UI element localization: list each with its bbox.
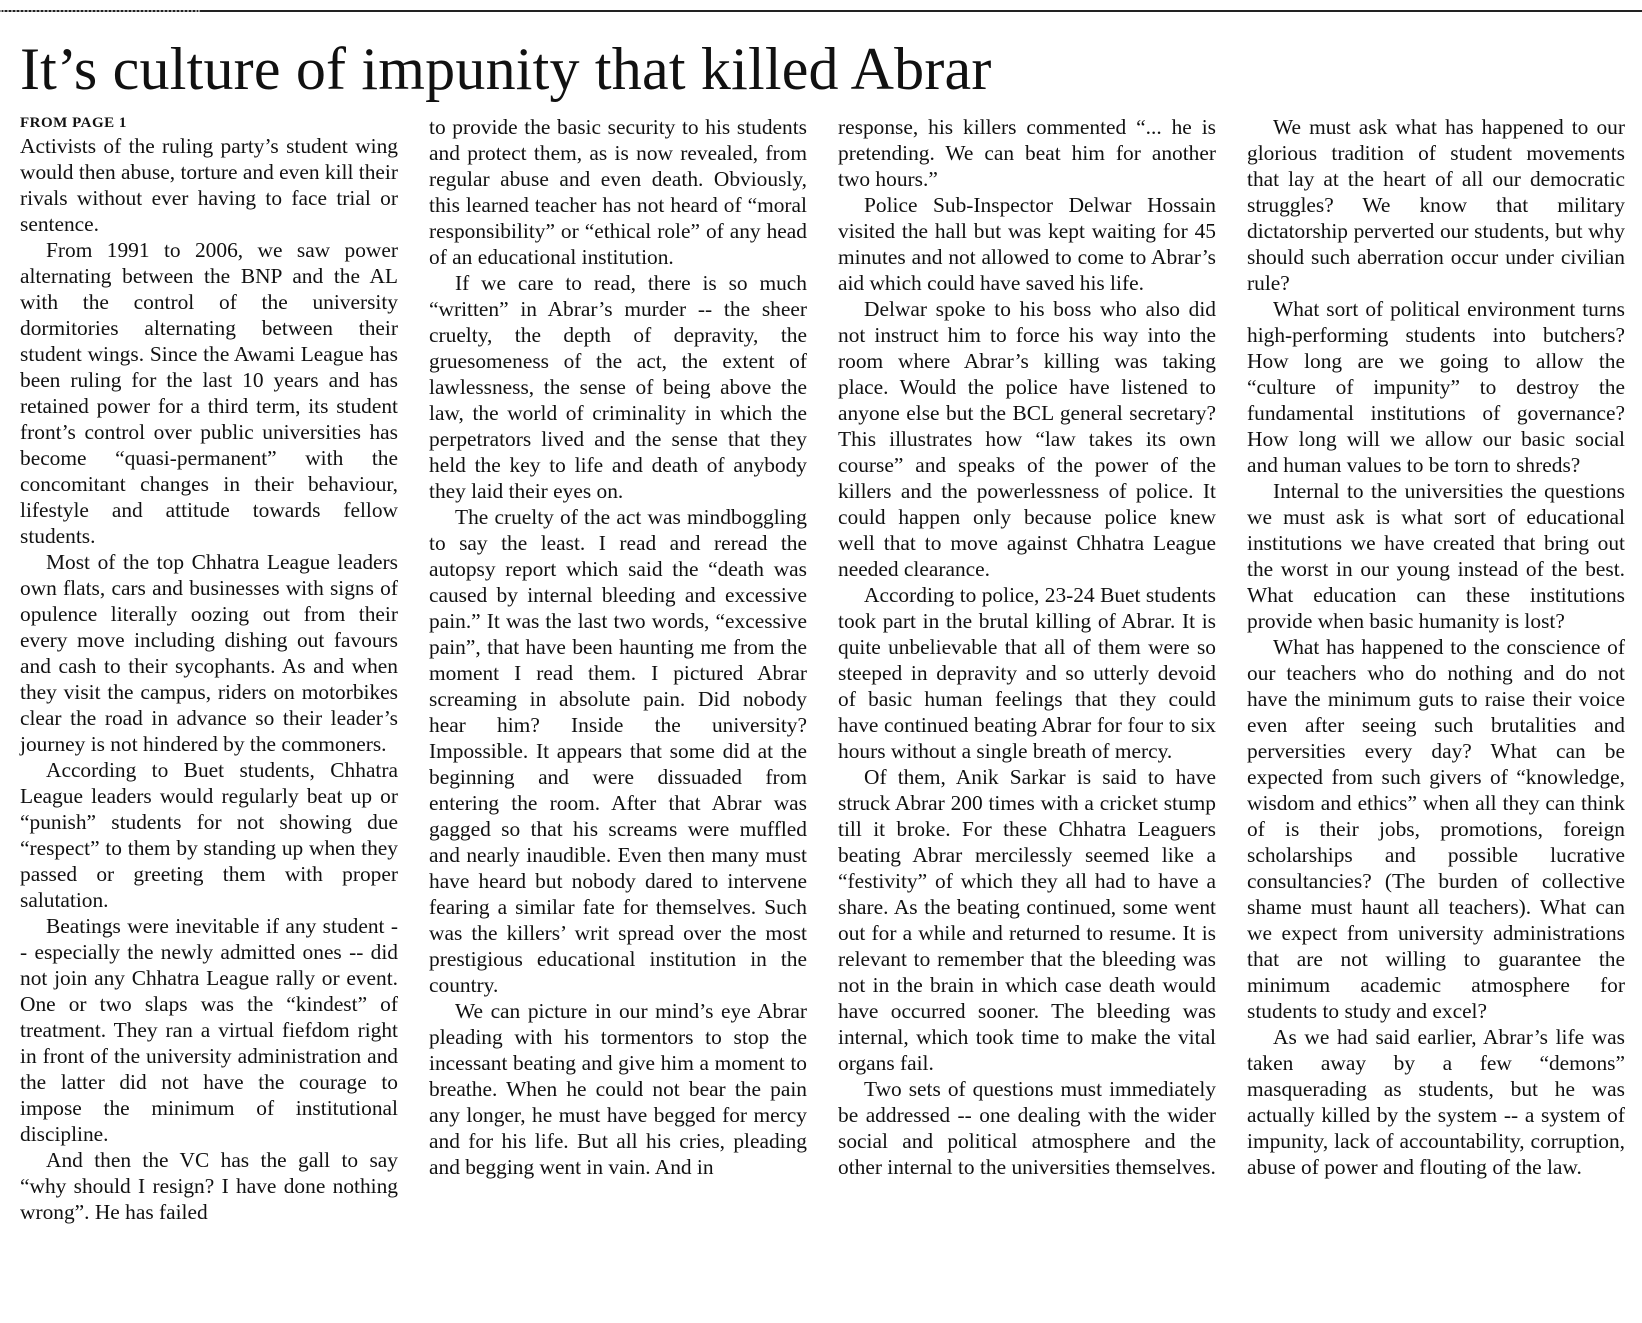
paragraph: The cruelty of the act was mindboggling to say the least. I read and reread the autopsy report which said the “death was caused by internal bleeding and excessive pain.” It was the last two words, “excessive pain”, that have been haunting me from the moment I read them. I pictured Abrar screaming in absolute pain. Did nobody hear him? Inside the university? Impossible. It appears that some did at the beginning and were dissuaded from entering the room. After that Abrar was gagged so that his screams were muffled and nearly inaudible. Even then many must have heard but nobody dared to intervene fearing a similar fate for themselves. Such was the killers’ writ spread over the most prestigious educational institution in the country. [429, 505, 807, 997]
paragraph: Activists of the ruling party’s student wing would then abuse, torture and even kill their rivals without ever having to face trial or sentence. [20, 134, 398, 236]
headline: It’s culture of impunity that killed Abrar [20, 36, 992, 102]
paragraph: What has happened to the conscience of our teachers who do nothing and do not have the minimum guts to raise their voice even after seeing such brutalities and perversities every day? What can be expected from such givers of “knowledge, wisdom and ethics” when all they can think of is their jobs, promotions, foreign scholarships and possible lucrative consultancies? (The burden of collective shame must haunt all teachers). What can we expect from university administrations that are not willing to guarantee the minimum academic atmosphere for students to study and excel? [1247, 635, 1625, 1023]
paragraph: Most of the top Chhatra League leaders own flats, cars and businesses with signs of opulence literally oozing out from their every move including dishing out favours and cash to their sycophants. As and when they visit the campus, riders on motorbikes clear the road in advance so their leader’s journey is not hindered by the commoners. [20, 550, 398, 756]
paragraph: Two sets of questions must immediately be addressed -- one dealing with the wider social and political atmosphere and the other internal to the universities themselves. [838, 1077, 1216, 1179]
paragraph: We can picture in our mind’s eye Abrar pleading with his tormentors to stop the incessant beating and give him a moment to breathe. When he could not bear the pain any longer, he must have begged for mercy and for his life. But all his cries, pleading and begging went in vain. And in [429, 999, 807, 1179]
paragraph: From 1991 to 2006, we saw power alternating between the BNP and the AL with the control of the university dormitories alternating between their student wings. Since the Awami League has been ruling for the last 10 years and has retained power for a third term, its student front’s control over public universities has become “quasi-permanent” with the concomitant changes in their behaviour, lifestyle and attitude towards fellow students. [20, 238, 398, 548]
paragraph: According to police, 23-24 Buet students took part in the brutal killing of Abrar. It is quite unbelievable that all of them were so steeped in depravity and so utterly devoid of basic human feelings that they could have continued beating Abrar for four to six hours without a single breath of mercy. [838, 583, 1216, 763]
paragraph: As we had said earlier, Abrar’s life was taken away by a few “demons” masquerading as students, but he was actually killed by the system -- a system of impunity, lack of accountability, corruption, abuse of power and flouting of the law. [1247, 1025, 1625, 1179]
paragraph: to provide the basic security to his students and protect them, as is now revealed, from regular abuse and even death. Obviously, this learned teacher has not heard of “moral responsibility” or “ethical role” of any head of an educational institution. [429, 115, 807, 269]
paragraph: Internal to the universities the questions we must ask is what sort of educational institutions we have created that bring out the worst in our young instead of the best. What education can these institutions provide when basic humanity is lost? [1247, 479, 1625, 633]
top-rule [0, 10, 1642, 12]
paragraph: According to Buet students, Chhatra League leaders would regularly beat up or “punish” students for not showing due “respect” to them by standing up when they passed or greeting them with proper salutation. [20, 758, 398, 912]
paragraph: What sort of political environment turns high-performing students into butchers? How long are we going to allow the “culture of impunity” to destroy the fundamental institutions of governance? How long will we allow our basic social and human values to be torn to shreds? [1247, 297, 1625, 477]
paragraph: Delwar spoke to his boss who also did not instruct him to force his way into the room where Abrar’s killing was taking place. Would the police have listened to anyone else but the BCL general secretary? This illustrates how “law takes its own course” and speaks of the power of the killers and the powerlessness of police. It could happen only because police knew well that to move against Chhatra League needed clearance. [838, 297, 1216, 581]
paragraph: And then the VC has the gall to say “why should I resign? I have done nothing wrong”. He has failed [20, 1148, 398, 1224]
article-body [20, 114, 1632, 1314]
paragraph: response, his killers commented “... he is pretending. We can beat him for another two hours.” [838, 115, 1216, 191]
paragraph: Police Sub-Inspector Delwar Hossain visited the hall but was kept waiting for 45 minutes and not allowed to come to Abrar’s aid which could have saved his life. [838, 193, 1216, 295]
column-1 [20, 114, 398, 1314]
paragraph: We must ask what has happened to our glorious tradition of student movements that lay at the heart of all our democratic struggles? We know that military dictatorship perverted our students, but why should such aberration occur under civilian rule? [1247, 115, 1625, 295]
paragraph: If we care to read, there is so much “written” in Abrar’s murder -- the sheer cruelty, the depth of depravity, the gruesomeness of the act, the extent of lawlessness, the sense of being above the law, the world of criminality in which the perpetrators lived and the sense that they held the key to life and death of anybody they laid their eyes on. [429, 271, 807, 503]
paragraph: Of them, Anik Sarkar is said to have struck Abrar 200 times with a cricket stump till it broke. For these Chhatra Leaguers beating Abrar mercilessly seemed like a “festivity” of which they all had to have a share. As the beating continued, some went out for a while and returned to resume. It is relevant to remember that the bleeding was not in the brain in which case death would have occurred sooner. The bleeding was internal, which took time to make the vital organs fail. [838, 765, 1216, 1075]
column-4 [1247, 114, 1625, 1314]
dateline: FROM PAGE 1 [20, 115, 127, 131]
column-2 [429, 114, 807, 1314]
column-3 [838, 114, 1216, 1314]
paragraph: Beatings were inevitable if any student -- especially the newly admitted ones -- did not join any Chhatra League rally or event. One or two slaps was the “kindest” of treatment. They ran a virtual fiefdom right in front of the university administration and the latter did not have the courage to impose the minimum of institutional discipline. [20, 914, 398, 1146]
